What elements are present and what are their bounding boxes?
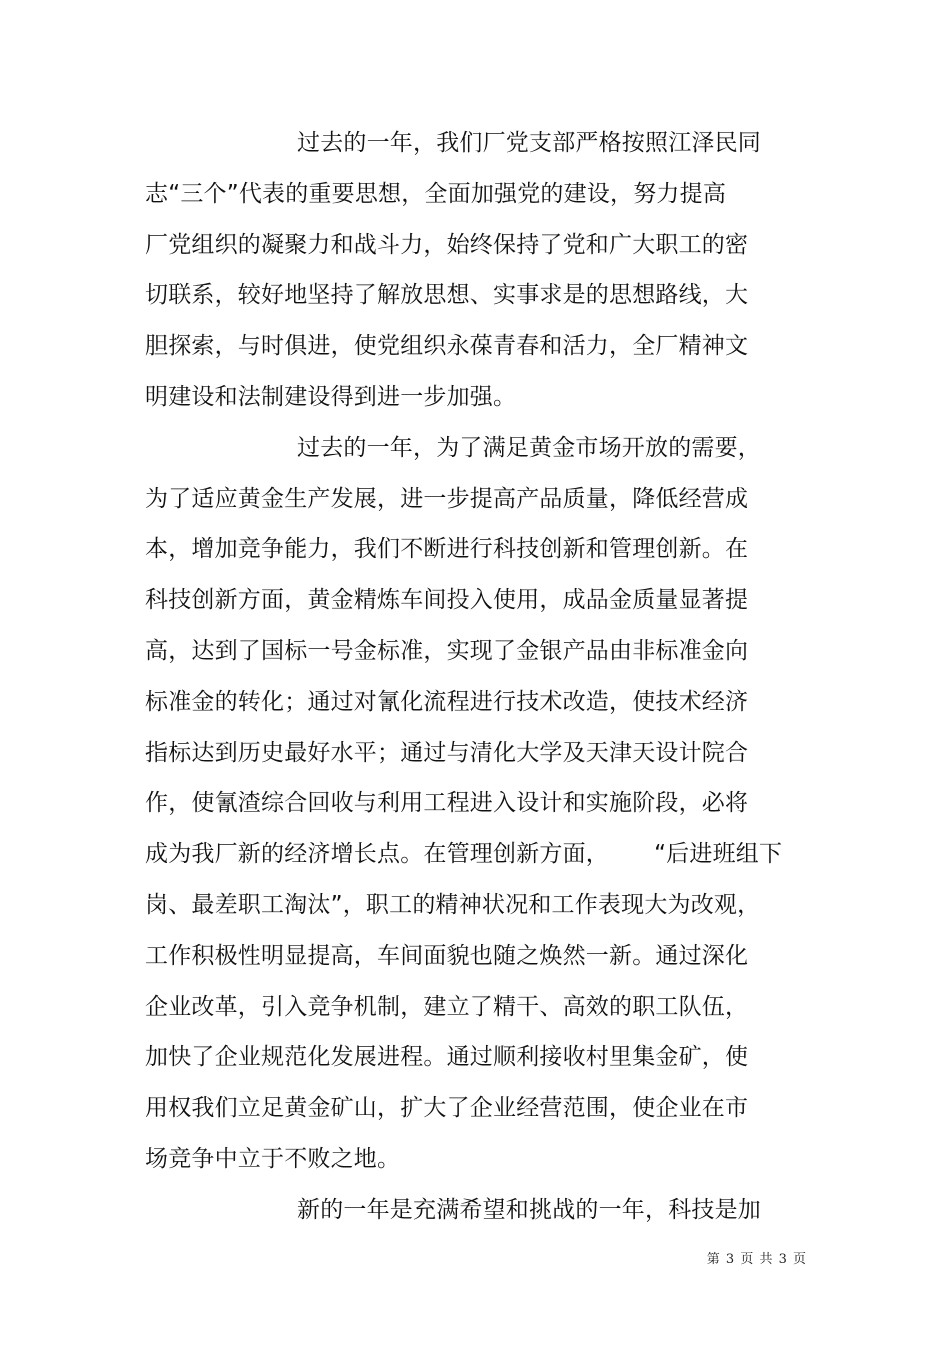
paragraph-2-line-14: 用权我们立足黄金矿山，扩大了企业经营范围，使企业在市 xyxy=(145,1095,749,1122)
paragraph-1-line-5: 胆探索，与时俱进，使党组织永葆青春和活力，全厂精神文 xyxy=(145,333,749,360)
paragraph-2-line-1: 过去的一年，为了满足黄金市场开放的需要， xyxy=(297,434,761,461)
paragraph-2-line-5: 高，达到了国标一号金标准，实现了金银产品由非标准金向 xyxy=(145,637,749,664)
paragraph-1-line-6: 明建设和法制建设得到进一步加强。 xyxy=(145,383,517,410)
paragraph-2-line-3: 本，增加竞争能力，我们不断进行科技创新和管理创新。在 xyxy=(145,536,749,563)
paragraph-2-line-11: 工作积极性明显提高，车间面貌也随之焕然一新。通过深化 xyxy=(145,942,749,969)
paragraph-2-line-7: 指标达到历史最好水平；通过与清化大学及天津天设计院合 xyxy=(145,739,749,766)
body-text xyxy=(145,118,845,1236)
paragraph-2-line-9: 成为我厂新的经济增长点。在管理创新方面， “后进班组下 xyxy=(145,841,783,868)
paragraph-2-line-12: 企业改革，引入竞争机制，建立了精干、高效的职工队伍， xyxy=(145,993,749,1020)
paragraph-2-line-15: 场竞争中立于不败之地。 xyxy=(145,1145,401,1172)
paragraph-2-line-10: 岗、最差职工淘汰”，职工的精神状况和工作表现大为改观， xyxy=(145,891,761,918)
paragraph-2-line-4: 科技创新方面，黄金精炼车间投入使用，成品金质量显著提 xyxy=(145,587,749,614)
paragraph-2-line-8: 作，使氰渣综合回收与利用工程进入设计和实施阶段，必将 xyxy=(145,790,749,817)
page-number-footer: 第 3 页 共 3 页 xyxy=(706,1252,807,1267)
paragraph-1-line-2: 志“三个”代表的重要思想，全面加强党的建设，努力提高 xyxy=(145,180,727,207)
paragraph-1-line-4: 切联系，较好地坚持了解放思想、实事求是的思想路线，大 xyxy=(145,282,749,309)
paragraph-3-line-1: 新的一年是充满希望和挑战的一年，科技是加 xyxy=(297,1196,761,1223)
paragraph-1-line-3: 厂党组织的凝聚力和战斗力，始终保持了党和广大职工的密 xyxy=(145,231,749,258)
paragraph-2-line-6: 标准金的转化；通过对氰化流程进行技术改造，使技术经济 xyxy=(145,688,749,715)
paragraph-2-line-13: 加快了企业规范化发展进程。通过顺利接收村里集金矿，使 xyxy=(145,1044,749,1071)
paragraph-2-line-2: 为了适应黄金生产发展，进一步提高产品质量，降低经营成 xyxy=(145,485,749,512)
paragraph-1-line-1: 过去的一年，我们厂党支部严格按照江泽民同 xyxy=(297,130,761,156)
